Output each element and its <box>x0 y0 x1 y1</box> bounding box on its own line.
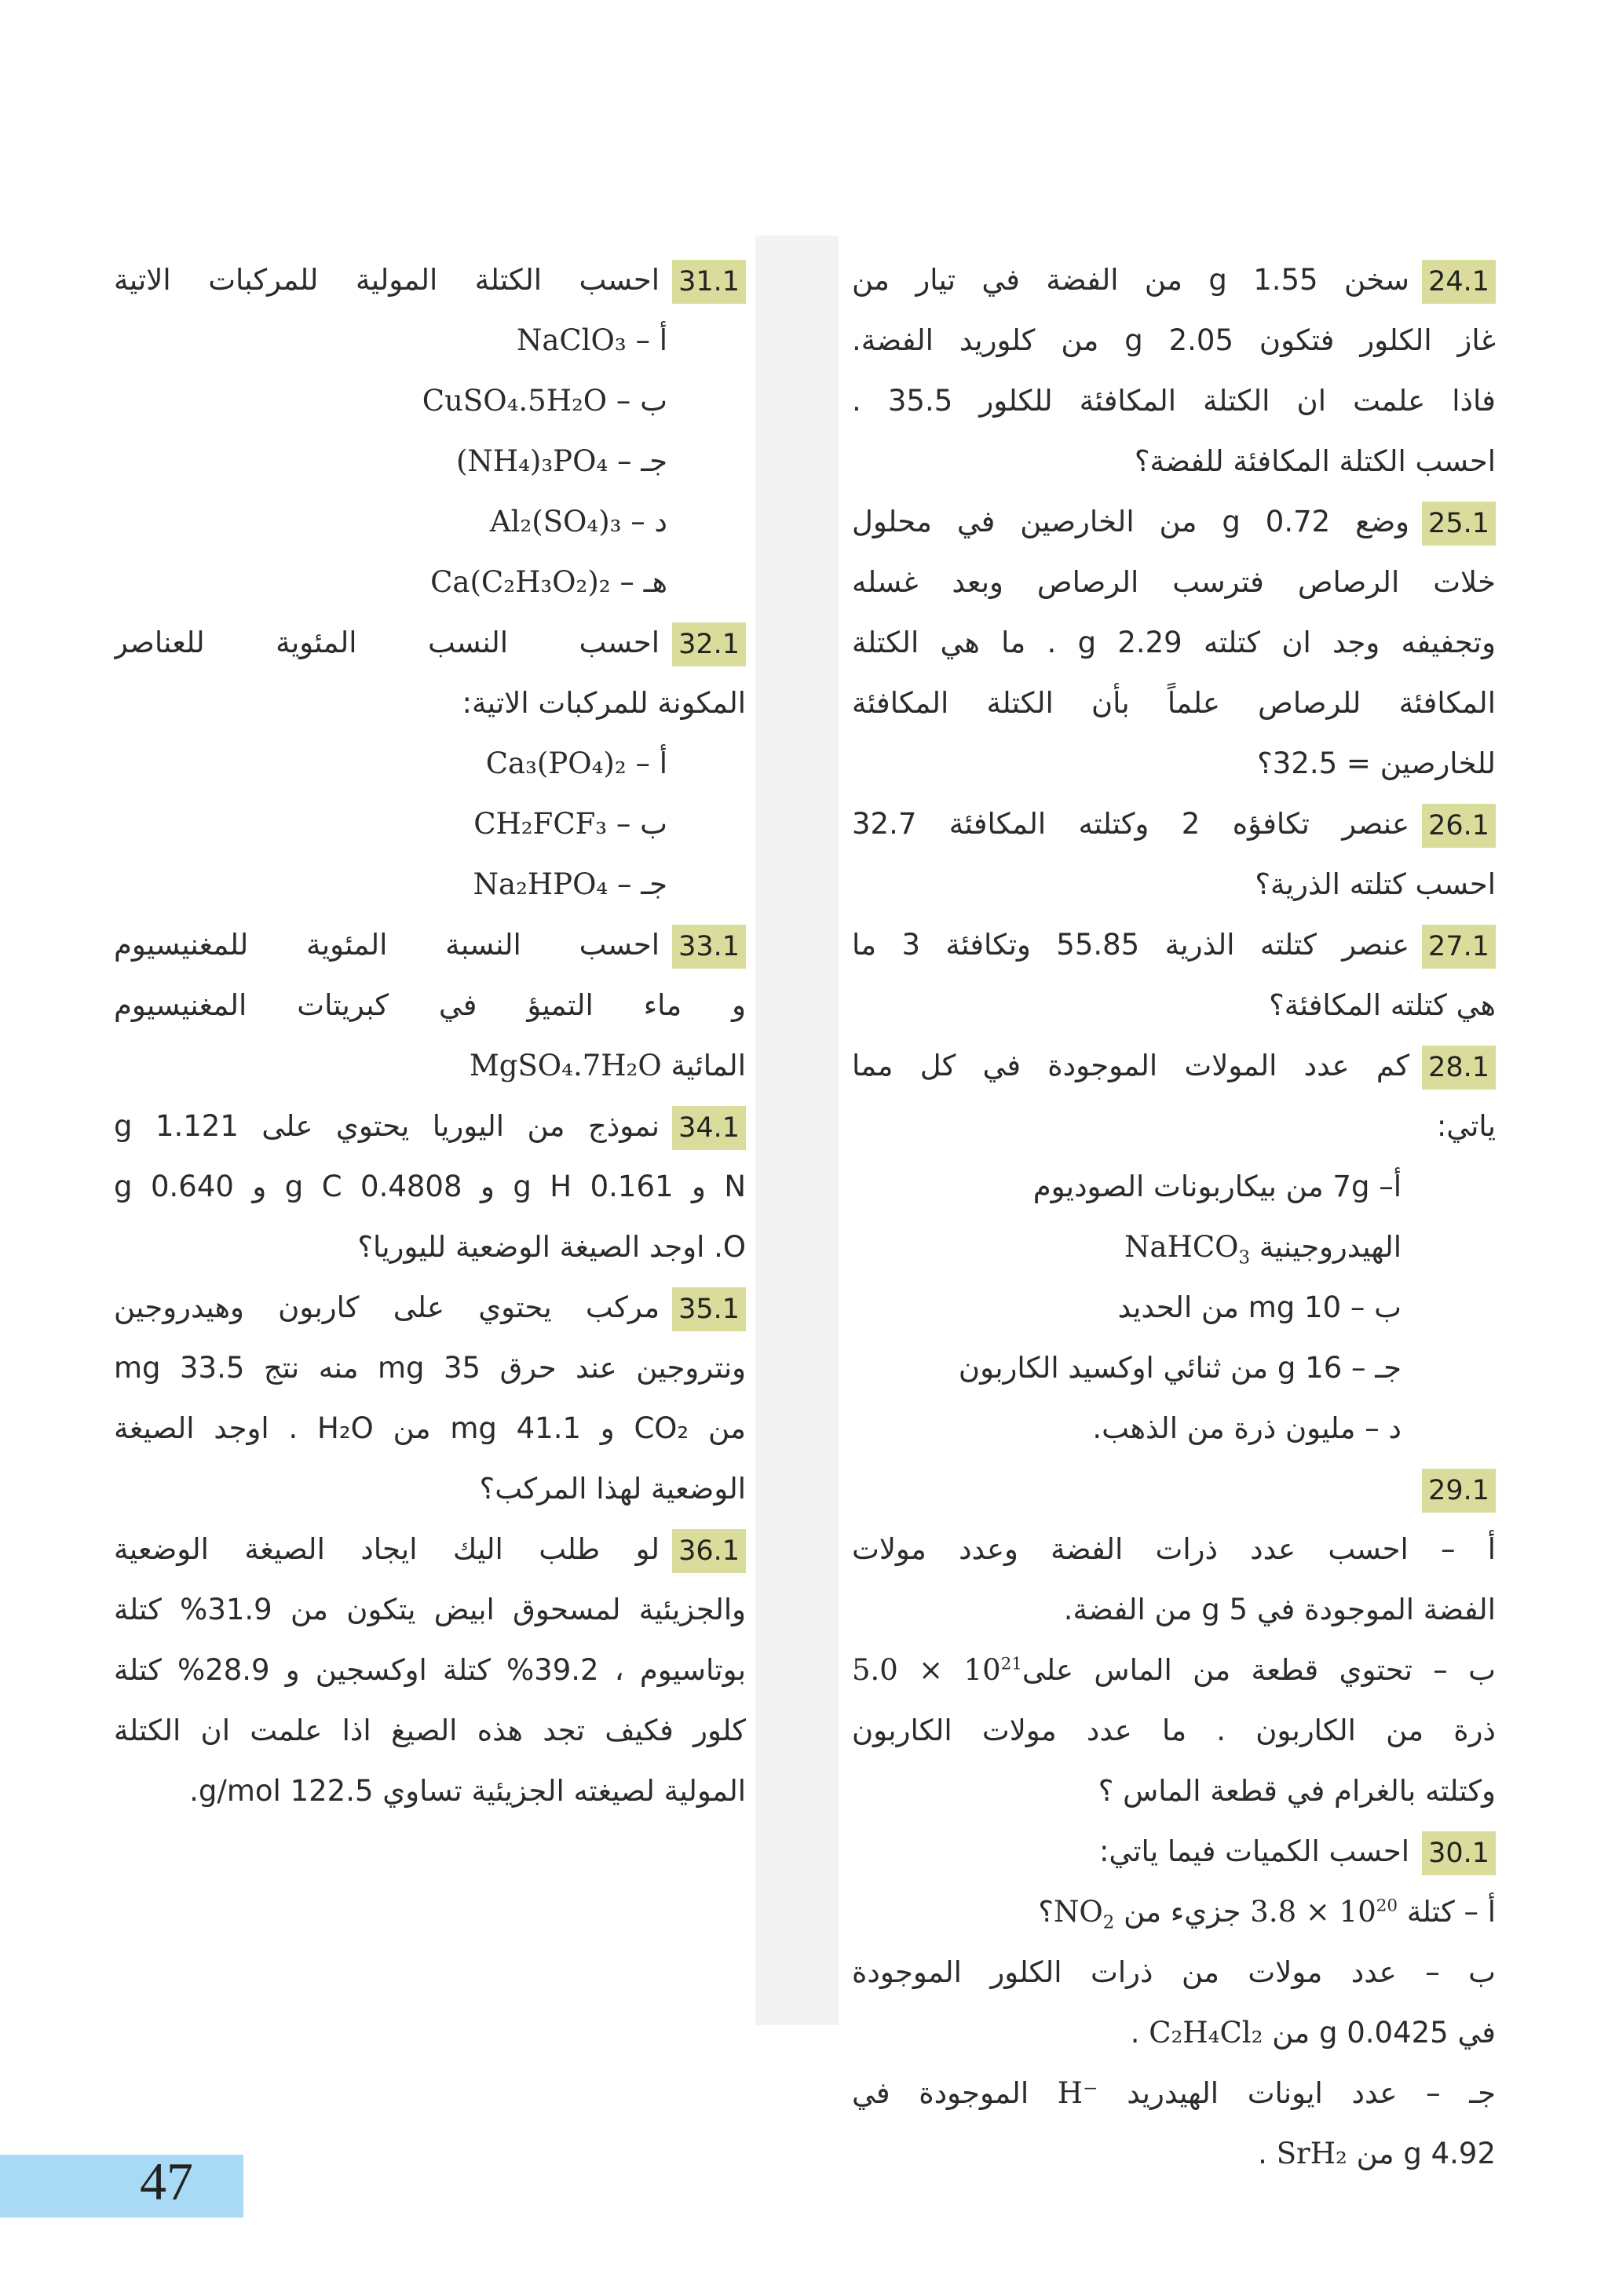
option-c: 4.92 g من <box>1356 2137 1496 2170</box>
question-number: 28.1 <box>1422 1046 1496 1090</box>
option-a: أ – كتلة <box>1406 1895 1496 1929</box>
question-27 <box>852 914 1496 1035</box>
question-number: 25.1 <box>1422 502 1496 546</box>
option-a: أ– 7g من بيكاربونات الصوديوم <box>1032 1170 1402 1203</box>
question-28 <box>852 1035 1496 1458</box>
question-text: فاذا علمت ان الكتلة المكافئة للكلور 35.5 . <box>852 384 1496 418</box>
question-text: ونتروجين عند حرق 35 mg منه نتج 33.5 mg <box>114 1351 746 1385</box>
formula: MgSO₄.7H₂O <box>469 1049 662 1082</box>
question-text: O. اوجد الصيغة الوضعية لليوريا؟ <box>357 1230 746 1264</box>
left-column <box>114 250 746 1821</box>
number-mantissa: 5.0 × 10 <box>852 1653 1001 1687</box>
question-text: المائية <box>671 1049 746 1082</box>
question-text: احسب الكتلة المولية للمركبات الاتية <box>114 263 660 297</box>
question-26 <box>852 794 1496 914</box>
formula: CuSO₄.5H₂O <box>422 384 608 418</box>
question-text: هي كتلته المكافئة؟ <box>1269 988 1496 1022</box>
option-label: أ – <box>635 323 667 357</box>
question-text: كلور فكيف تجد هذه الصيغ اذا علمت ان الكتلة <box>114 1714 746 1747</box>
page-number-box <box>0 2155 243 2218</box>
question-36 <box>114 1519 746 1821</box>
option-label: جـ – <box>617 867 667 901</box>
question-text: والجزيئية لمسحوق ابيض يتكون من 31.9% كتلة <box>114 1593 746 1626</box>
ion-formula: H⁻ <box>1057 2076 1098 2110</box>
question-text: نموذج من اليوريا يحتوي على 1.121 g <box>114 1109 660 1143</box>
question-number: 24.1 <box>1422 260 1496 304</box>
option-label: د – <box>630 505 667 538</box>
question-text: غاز الكلور فتكون 2.05 g من كلوريد الفضة. <box>852 323 1496 357</box>
question-text: كم عدد المولات الموجودة في كل مما <box>852 1049 1410 1082</box>
question-number: 34.1 <box>672 1106 746 1150</box>
option-c-text: الموجودة في <box>852 2076 1029 2110</box>
option-b: ب – عدد مولات من ذرات الكلور الموجودة <box>852 1955 1496 1989</box>
option-c: جـ – 16 g من ثنائي اوكسيد الكاربون <box>958 1351 1402 1385</box>
question-number: 36.1 <box>672 1529 746 1573</box>
question-24 <box>852 250 1496 491</box>
question-35 <box>114 1277 746 1519</box>
formula-text: NaHCO <box>1124 1230 1239 1264</box>
option-a: أ – احسب عدد ذرات الفضة وعدد مولات <box>852 1532 1496 1566</box>
option-label: جـ – <box>617 444 667 478</box>
question-29 <box>852 1458 1496 1821</box>
option-a: الفضة الموجودة في 5 g من الفضة. <box>1063 1593 1496 1626</box>
option-a-text: الهيدروجينية <box>1259 1230 1402 1264</box>
option-b: وكتلته بالغرام في قطعة الماس ؟ <box>1098 1774 1496 1808</box>
question-text: احسب كتلته الذرية؟ <box>1255 867 1496 901</box>
question-text: خلات الرصاص فترسب الرصاص وبعد غسله <box>852 565 1496 599</box>
column-gutter <box>755 235 839 2025</box>
question-number: 27.1 <box>1422 925 1496 969</box>
question-text: المكافئة للرصاص علماً بأن الكتلة المكافئة <box>852 686 1496 720</box>
formula: (NH₄)₃PO₄ <box>456 444 608 478</box>
question-34 <box>114 1096 746 1277</box>
number-mantissa: 3.8 × 10 <box>1250 1895 1376 1929</box>
formula: SrH₂ <box>1276 2137 1347 2170</box>
option-label: ب – <box>616 807 667 841</box>
formula <box>1124 1230 1251 1268</box>
question-text: الوضعية لهذا المركب؟ <box>479 1472 746 1506</box>
option-label: أ – <box>635 746 667 780</box>
question-text: وتجفيفه وجد ان كتلته 2.29 g . ما هي الكتلة <box>852 626 1496 659</box>
question-32 <box>114 612 746 914</box>
question-text: المولية لصيغته الجزيئية تساوي 122.5 g/mol. <box>189 1774 746 1808</box>
number-exponent: 20 <box>1376 1896 1398 1916</box>
page-number: 47 <box>140 2152 193 2211</box>
formula: C₂H₄Cl₂ <box>1149 2016 1263 2050</box>
question-text: مركب يحتوي على كاربون وهيدروجين <box>114 1290 660 1324</box>
formula: NaClO₃ <box>516 323 627 357</box>
formula-subscript: 3 <box>1238 1247 1251 1268</box>
punctuation: . <box>1258 2137 1267 2170</box>
question-number: 31.1 <box>672 260 746 304</box>
question-text: وضع 0.72 g من الخارصين في محلول <box>852 505 1410 538</box>
question-text: عنصر تكافؤه 2 وكتلته المكافئة 32.7 <box>852 807 1410 841</box>
option-b: ب – تحتوي قطعة من الماس على <box>1021 1653 1496 1687</box>
question-text: N و 0.161 g H و 0.4808 g C و 0.640 g <box>114 1170 746 1203</box>
option-b: ذرة من الكاربون . ما عدد مولات الكاربون <box>852 1714 1496 1747</box>
question-31 <box>114 250 746 612</box>
question-text: للخارصين = 32.5؟ <box>1257 746 1496 780</box>
question-number: 30.1 <box>1422 1831 1496 1875</box>
question-number: 33.1 <box>672 925 746 969</box>
question-number: 35.1 <box>672 1287 746 1331</box>
formula: Na₂HPO₄ <box>473 867 608 901</box>
formula-text: NO <box>1054 1895 1103 1929</box>
right-column <box>852 250 1496 2184</box>
question-number: 32.1 <box>672 622 746 666</box>
question-text: بوتاسيوم ، 39.2% كتلة اوكسجين و 28.9% كتلة <box>114 1653 746 1687</box>
question-text: ياتي: <box>1436 1109 1496 1143</box>
question-mark: ؟ <box>1038 1895 1054 1929</box>
formula-subscript: 2 <box>1102 1912 1115 1933</box>
option-c: جـ – عدد ايونات الهيدريد <box>1127 2076 1496 2110</box>
punctuation: . <box>1130 2016 1140 2050</box>
question-text: المكونة للمركبات الاتية: <box>462 686 746 720</box>
formula: CH₂FCF₃ <box>473 807 608 841</box>
question-text: عنصر كتلته الذرية 55.85 وتكافئة 3 ما <box>852 928 1410 962</box>
option-a-text: جزيء من <box>1124 1895 1241 1929</box>
question-number: 29.1 <box>1422 1469 1496 1513</box>
option-label: هـ – <box>619 565 667 599</box>
question-33 <box>114 914 746 1096</box>
question-text: احسب النسب المئوية للعناصر <box>114 626 660 659</box>
question-number: 26.1 <box>1422 804 1496 848</box>
question-text: احسب الكتلة المكافئة للفضة؟ <box>1134 444 1496 478</box>
formula: Al₂(SO₄)₃ <box>489 505 622 538</box>
question-text: احسب الكميات فيما ياتي: <box>1098 1834 1410 1868</box>
scientific-number <box>852 1653 1022 1687</box>
question-text: سخن 1.55 g من الفضة في تيار من <box>852 263 1410 297</box>
option-b: ب – 10 mg من الحديد <box>1117 1290 1402 1324</box>
option-label: ب – <box>616 384 667 418</box>
question-text: من CO₂ و 41.1 mg من H₂O . اوجد الصيغة <box>114 1411 746 1445</box>
option-d: د – مليون ذرة من الذهب. <box>1092 1411 1402 1445</box>
question-text: لو طلب اليك ايجاد الصيغة الوضعية <box>114 1532 660 1566</box>
question-text: و ماء التميؤ في كبريتات المغنيسيوم <box>114 988 746 1022</box>
option-b: في 0.0425 g من <box>1272 2016 1496 2050</box>
number-exponent: 21 <box>1000 1654 1022 1674</box>
question-30 <box>852 1821 1496 2184</box>
question-25 <box>852 491 1496 794</box>
question-text: احسب النسبة المئوية للمغنيسيوم <box>114 928 660 962</box>
formula: Ca₃(PO₄)₂ <box>485 746 627 780</box>
formula: Ca(C₂H₃O₂)₂ <box>430 565 611 599</box>
scientific-number <box>1250 1895 1398 1929</box>
formula <box>1054 1895 1115 1933</box>
